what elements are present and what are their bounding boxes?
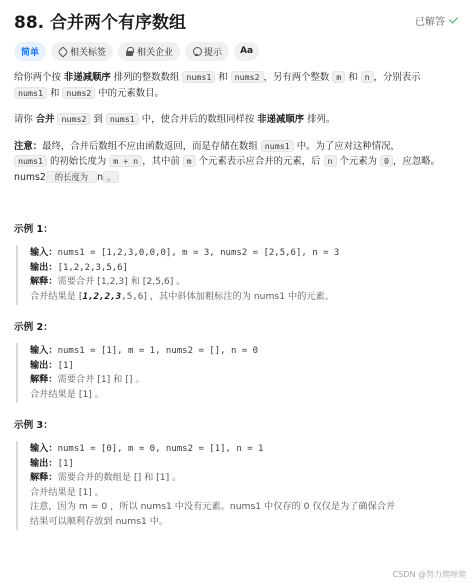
example-2-explanation: 解释：需要合并 [1] 和 [] 。: [30, 374, 145, 385]
example-3-result: 合并结果是 [1] 。: [30, 486, 104, 498]
description-note: 注意：最终，合并后数组不应由函数返回，而是存储在数组 nums1 中。为了应对这种情况， nums1 的初始长度为 m + n ，其中前 m 个元素表示应合并的元素，后 n 个元素为 0 ，应忽略。 nums2 的长度为 n 。: [14, 140, 440, 183]
description-paragraph-1: 给你两个按 非递减顺序 排列的整数数组 nums1 和 nums2 ，另有两个整数 m 和 n ，分别表示 nums1 和 nums2 中的元素数目。: [14, 72, 421, 99]
example-3-explanation: 解释：需要合并的数组是 [] 和 [1] 。: [30, 472, 182, 483]
related-companies-label: 相关企业: [137, 47, 174, 58]
example-3-note-line-2: 结果可以顺利存放到 nums1 中。: [30, 515, 169, 527]
example-1-input: 输入：nums1 = [1,2,3,0,0,0], m = 3, nums2 = [2,5,6], n = 3: [30, 247, 340, 258]
example-1-title: 示例 1：: [14, 224, 53, 235]
example-3-note-line-1: 注意，因为 m = 0 ，所以 nums1 中没有元素。nums1 中仅存的 0 仅仅是为了确保合并: [30, 501, 396, 512]
watermark: CSDN @努力爬呀爬: [392, 570, 466, 579]
font-size-button[interactable]: Aa: [234, 42, 259, 61]
problem-header: [14, 2, 460, 38]
description-paragraph-2: 请你 合并 nums2 到 nums1 中，使合并后的数组同样按 非递减顺序 排列。: [14, 114, 336, 125]
hints-button[interactable]: [185, 42, 229, 61]
solved-status[interactable]: [415, 13, 460, 28]
solved-label: 已解答: [415, 16, 445, 28]
example-3-input: 输入：nums1 = [0], m = 0, nums2 = [1], n = 1: [30, 443, 264, 454]
lock-icon: [125, 47, 134, 56]
problem-title: 88. 合并两个有序数组: [14, 12, 187, 33]
example-2-block: [16, 343, 460, 403]
hints-label: 提示: [204, 47, 223, 58]
related-companies-button[interactable]: [118, 42, 180, 61]
example-3-block: [16, 441, 460, 530]
related-topics-button[interactable]: [51, 42, 113, 61]
check-circle-icon: [448, 14, 460, 26]
example-1-explanation: 解释：需要合并 [1,2,3] 和 [2,5,6] 。: [30, 276, 186, 287]
example-2-result: 合并结果是 [1] 。: [30, 388, 104, 400]
lightbulb-icon: [192, 47, 201, 56]
example-3-output: 输出：[1]: [30, 457, 74, 469]
tag-icon: [58, 47, 67, 56]
example-2-title: 示例 2：: [14, 322, 53, 333]
example-1-block: [16, 245, 460, 305]
related-topics-label: 相关标签: [70, 47, 107, 58]
difficulty-badge: 简单: [14, 42, 46, 61]
example-2-output: 输出：[1]: [30, 359, 74, 371]
example-3-title: 示例 3：: [14, 420, 53, 431]
example-1-output: 输出：[1,2,2,3,5,6]: [30, 261, 129, 273]
tag-bar: [14, 41, 460, 61]
example-2-input: 输入：nums1 = [1], m = 1, nums2 = [], n = 0: [30, 345, 259, 356]
example-1-result: 合并结果是 [1,2,2,3,5,6] ，其中斜体加粗标注的为 nums1 中的元素。: [30, 290, 334, 302]
